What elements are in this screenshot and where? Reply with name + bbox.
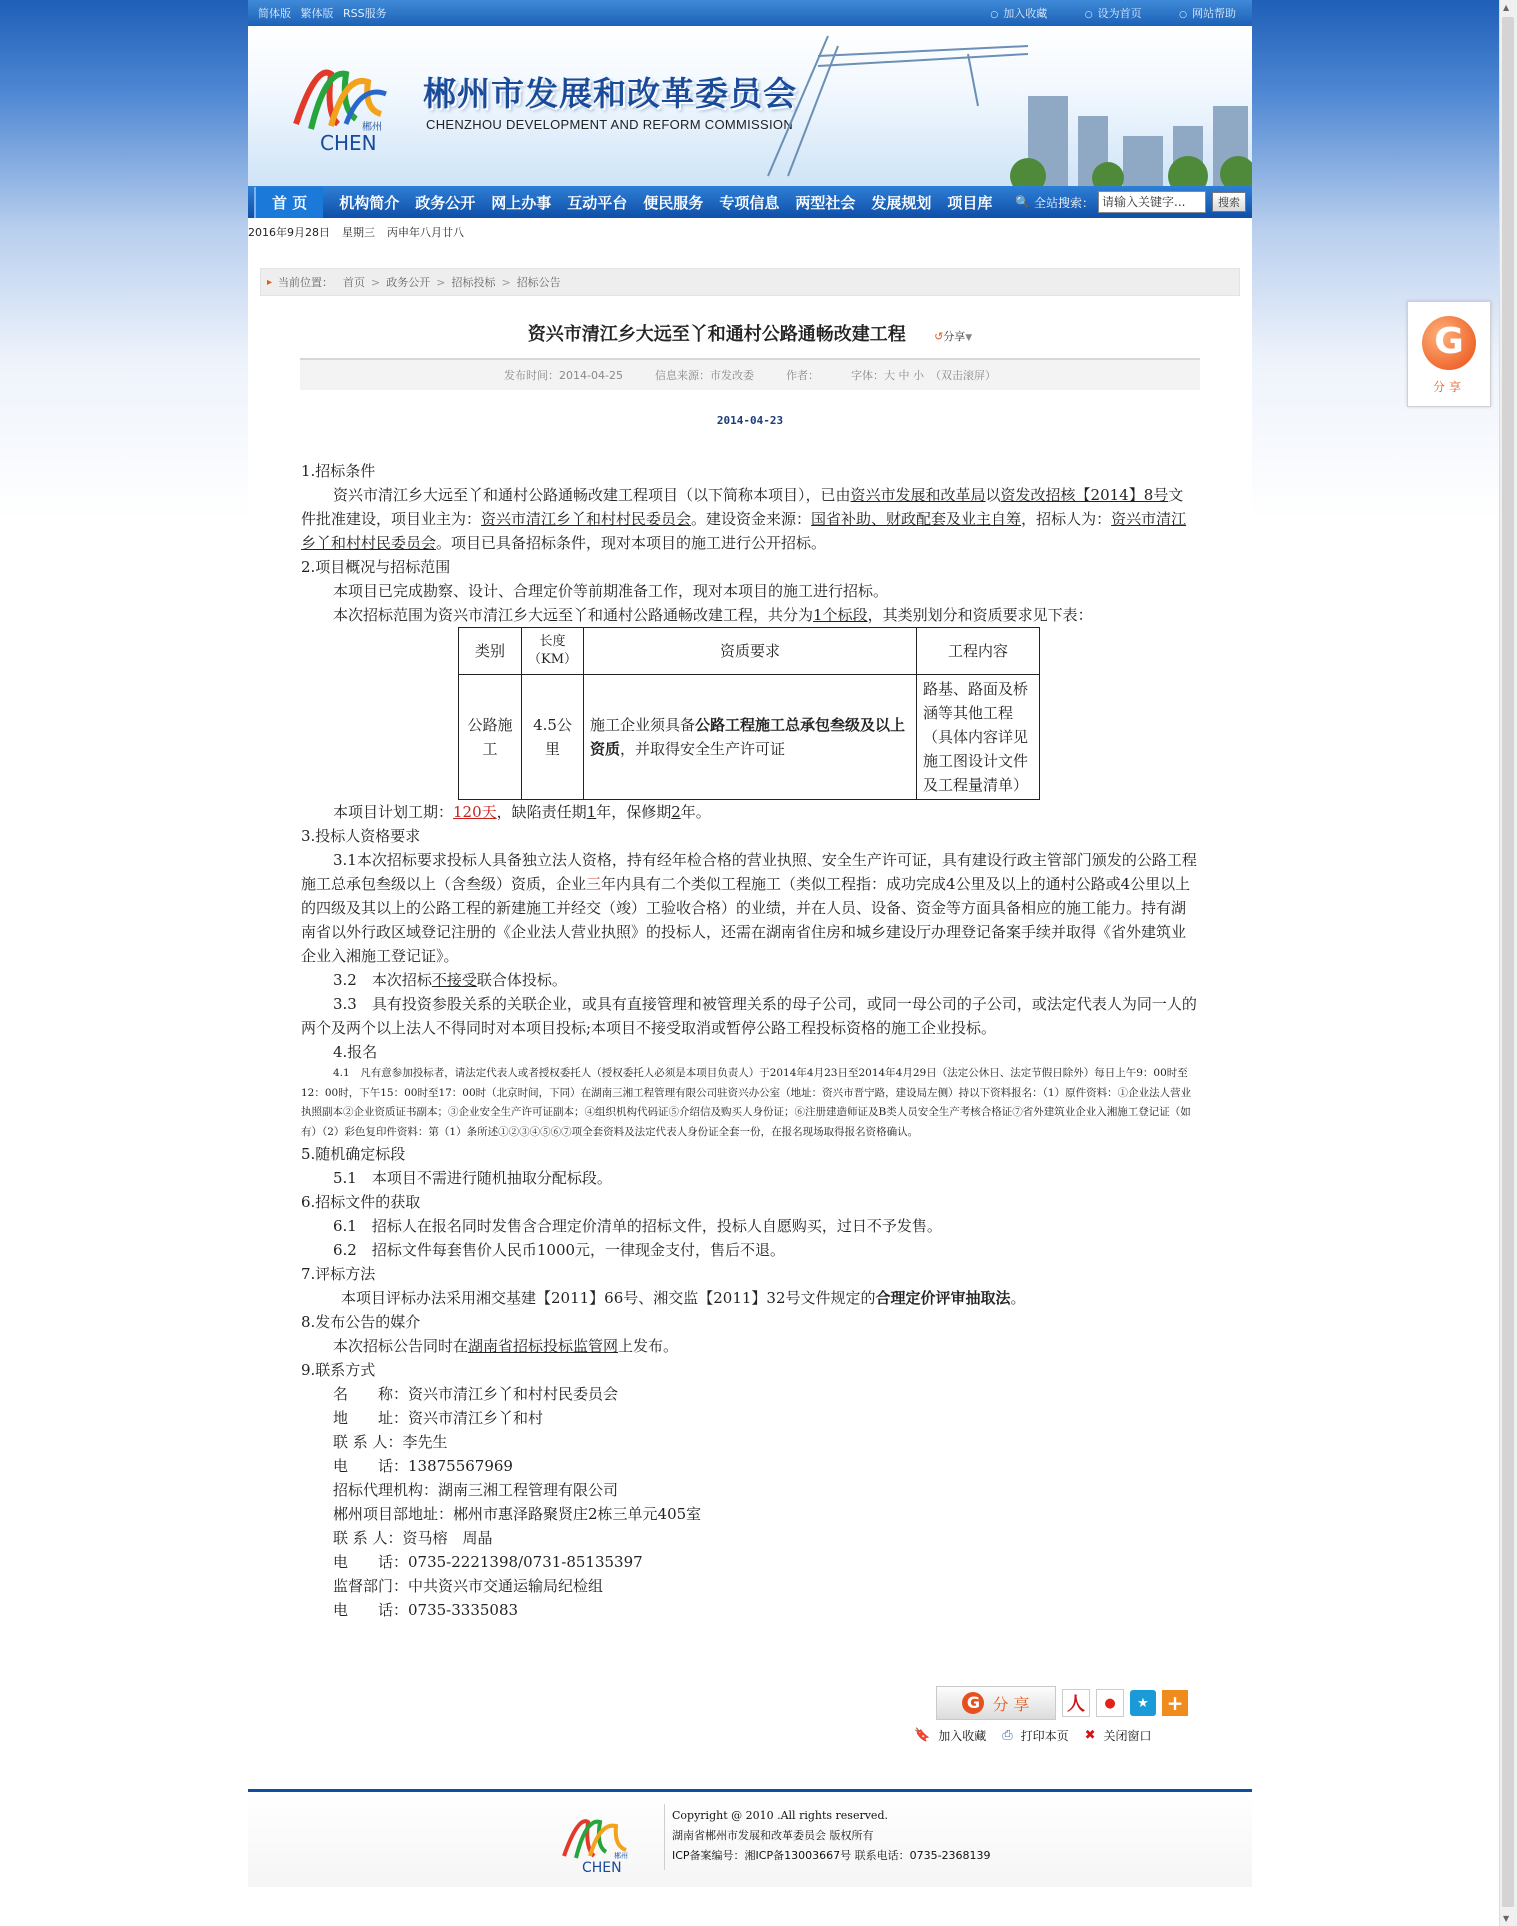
search-icon: 🔍	[1015, 195, 1030, 209]
paragraph: 4.1 凡有意参加投标者，请法定代表人或者授权委托人（授权委托人必须是本项目负责人）于2014年4月23日至2014年4月29日（法定公休日、法定节假日除外）每日上午9：00时至12：00时，下午15：00时至17：00时（北京时间，下同）在湖南三湘工程管理有限公司驻资兴办公室（地址：资兴市晋宁路，建设局左侧）持以下资料报名：（1）原件资料：①企业法人营业执照副本②企业资质证书副本；③企业安全生产许可证副本；④组织机构代码证⑤介绍信及购买人身份证；⑥注册建造师证及B类人员安全生产考核合格证⑦省外建筑业企业入湘施工登记证（如有）（2）彩色复印件资料：第（1）条所述①②③④⑤⑥⑦项全套资料及法定代表人身份证全套一份，在报名现场取得报名资格确认。	[301, 1067, 1192, 1138]
breadcrumb-home[interactable]: 首页	[343, 276, 366, 289]
article-title: 资兴市清江乡大远至丫和通村公路通畅改建工程	[527, 324, 906, 345]
add-favorite-label: 加入收藏	[938, 1729, 987, 1743]
copyright: Copyright @ 2010 .All rights reserved.	[672, 1809, 888, 1822]
table-cell: 路基、路面及桥涵等其他工程（具体内容详见施工图设计文件及工程量清单）	[917, 675, 1040, 800]
section-heading: 9.联系方式	[301, 1361, 376, 1379]
breadcrumb-separator-icon: >	[436, 275, 446, 289]
paragraph: 5.1 本项目不需进行随机抽取分配标段。	[333, 1169, 612, 1187]
section-heading: 1.招标条件	[301, 462, 376, 480]
table-cell: 公路施工	[459, 675, 522, 800]
search-button[interactable]: 搜索	[1212, 192, 1246, 212]
underlined-text: 1个标段	[813, 606, 868, 624]
paragraph	[301, 968, 1198, 992]
qualification-table	[458, 627, 1040, 800]
section-heading: 3.投标人资格要求	[301, 827, 421, 845]
current-date: 2016年9月28日	[248, 226, 330, 239]
text: 文件批准建设，项目业主为：	[301, 486, 1184, 528]
print-button[interactable]	[1002, 1727, 1068, 1744]
contact-line: 地 址：资兴市清江乡丫和村	[333, 1409, 544, 1427]
text: 本次招标范围为资兴市清江乡大远至丫和通村公路通畅改建工程，共分为	[333, 606, 814, 624]
table-header-cell: 工程内容	[917, 628, 1040, 675]
add-favorite-button[interactable]	[914, 1727, 986, 1744]
rss-link[interactable]: RSS服务	[343, 7, 387, 20]
paragraph	[301, 800, 1198, 824]
text: 资兴市清江乡大远至丫和通村公路通畅改建工程项目（以下简称本项目），已由	[333, 486, 851, 504]
header-banner	[248, 26, 1252, 186]
vertical-scrollbar[interactable]	[1499, 0, 1517, 1926]
paragraph: 3.3 具有投资参股关系的关联企业，或具有直接管理和被管理关系的母子公司，或同一母公司的子公司，或法定代表人为同一人的两个及两个以上法人不得同时对本项目投标;本项目不接受取消或暂停公路工程投标资格的施工企业投标。	[301, 995, 1197, 1037]
logo-text: CHEN	[320, 131, 377, 154]
article-body	[301, 459, 1198, 1622]
scroll-down-icon[interactable]: ▼	[1503, 1914, 1510, 1923]
footer-logo-text: CHEN	[582, 1860, 622, 1874]
more-share-icon[interactable]: +	[1162, 1690, 1188, 1716]
text: 施工企业须具备	[590, 716, 696, 734]
text: 本项目评标办法采用湘交基建【2011】66号、湘交监【2011】32号文件规定的	[341, 1289, 876, 1307]
text: 联合体投标。	[476, 971, 567, 989]
main-nav	[248, 186, 1252, 218]
footer	[248, 1789, 1252, 1887]
scroll-up-icon[interactable]: ▲	[1503, 3, 1510, 12]
breadcrumb-bidding[interactable]: 招标投标	[451, 276, 496, 289]
table-header-cell: 资质要求	[584, 628, 917, 675]
footer-logo	[558, 1808, 638, 1874]
paragraph	[301, 603, 1198, 627]
text: 年。	[680, 803, 711, 821]
underlined-text: 1	[586, 803, 597, 821]
section-heading: 5.随机确定标段	[301, 1145, 406, 1163]
share-logo-icon: G	[962, 1692, 984, 1714]
breadcrumb-gov-info[interactable]: 政务公开	[386, 276, 431, 289]
paragraph	[301, 848, 1198, 968]
nav-gov-info[interactable]: 政务公开	[415, 193, 476, 212]
logo-sub-text: 郴州	[362, 122, 382, 133]
section-heading: 4.报名	[333, 1043, 378, 1061]
underlined-text: 资发改招核【2014】8号	[1000, 486, 1169, 504]
breadcrumb-label: 当前位置：	[278, 276, 334, 289]
site-title: 郴州市发展和改革委员会	[423, 74, 797, 113]
section-heading: 2.项目概况与招标范围	[301, 558, 451, 576]
share-label: 分 享	[992, 1694, 1030, 1714]
text: 上发布。	[618, 1337, 679, 1355]
nav-special-info[interactable]: 专项信息	[719, 193, 780, 212]
underlined-text: 湖南省招标投标监管网	[468, 1337, 619, 1355]
text: ，其类别划分和资质要求见下表：	[867, 606, 1093, 624]
contact-line: 联 系 人：李先生	[333, 1433, 448, 1451]
underlined-text: 国省补助、财政配套及业主自筹	[811, 510, 1022, 528]
people-daily-icon[interactable]: 人	[1062, 1689, 1090, 1717]
page-container	[248, 0, 1252, 1874]
section-heading: 8.发布公告的媒介	[301, 1313, 421, 1331]
nav-public-service[interactable]: 便民服务	[643, 193, 704, 212]
info-source: 信息来源：市发改委	[654, 369, 754, 382]
nav-home[interactable]: 首 页	[254, 187, 323, 218]
text: 本次招标公告同时在	[333, 1337, 469, 1355]
bold-text: 合理定价评审抽取法	[875, 1289, 1011, 1307]
paragraph	[301, 1286, 1198, 1310]
chevron-down-icon: ▼	[965, 333, 973, 343]
search-label: 全站搜索：	[1033, 195, 1094, 210]
site-subtitle: CHENZHOU DEVELOPMENT AND REFORM COMMISSION	[426, 117, 794, 132]
contact-line: 监督部门：中共资兴市交通运输局纪检组	[333, 1577, 604, 1595]
page-tools	[914, 1727, 1168, 1744]
font-size-switch[interactable]: 字体：大 中 小	[850, 369, 924, 382]
close-window-button[interactable]	[1085, 1727, 1152, 1744]
underlined-text: 2	[671, 803, 681, 821]
owner: 湖南省郴州市发展和改革委员会 版权所有	[672, 1829, 874, 1842]
paragraph: 6.2 招标文件每套售价人民币1000元，一律现金支付，售后不退。	[333, 1241, 786, 1259]
scrollbar-thumb[interactable]	[1502, 17, 1514, 1907]
nav-project-library[interactable]: 项目库	[947, 193, 993, 212]
text: ，招标人为：	[1021, 510, 1112, 528]
traditional-link[interactable]: 繁体版	[300, 7, 334, 20]
footer-divider	[664, 1804, 665, 1870]
weibo-icon[interactable]: ●	[1096, 1689, 1124, 1717]
table-row	[459, 675, 1040, 800]
close-icon: ✖	[1084, 1728, 1096, 1743]
contact-line: 电 话：0735-3335083	[333, 1601, 519, 1619]
site-help-link[interactable]: ○ 网站帮助	[1179, 7, 1236, 20]
underlined-text: 资兴市清江乡丫和村村民委员会	[301, 510, 1187, 552]
text: 。项目已具备招标条件，现对本项目的施工进行公开招标。	[436, 534, 827, 552]
paragraph: 本项目已完成勘察、设计、合理定价等前期准备工作，现对本项目的施工进行招标。	[333, 582, 889, 600]
underlined-text: 资兴市发展和改革局	[850, 486, 986, 504]
highlighted-text: 三	[586, 875, 602, 893]
simplified-link[interactable]: 简体版	[258, 7, 291, 20]
date-bar	[248, 218, 1252, 246]
paragraph	[301, 1334, 1198, 1358]
breadcrumb-separator-icon: >	[501, 275, 511, 289]
highlighted-text: 120天	[453, 803, 497, 821]
icp-info: ICP备案编号：湘ICP备13003667号 联系电话：0735-2368139	[672, 1849, 991, 1862]
table-cell: 4.5公里	[522, 675, 584, 800]
close-window-label: 关闭窗口	[1103, 1729, 1152, 1743]
table-header-row	[459, 628, 1040, 675]
nav-two-type-society[interactable]: 两型社会	[795, 193, 856, 212]
table-cell	[584, 675, 917, 800]
contact-line: 电 话：0735-2221398/0731-85135397	[333, 1553, 643, 1571]
text: 3.2 本次招标	[333, 971, 432, 989]
article-meta	[300, 358, 1200, 390]
lunar-date: 丙申年八月廿八	[387, 226, 464, 239]
underlined-text: 资兴市清江乡丫和村村民委员会	[481, 510, 692, 528]
search-input[interactable]: 请输入关键字...	[1098, 191, 1206, 213]
text: 年，保修期	[596, 803, 672, 821]
article-date: 2014-04-23	[716, 414, 784, 427]
author: 作者：	[785, 369, 819, 382]
nav-development-plan[interactable]: 发展规划	[871, 193, 932, 212]
nav-interaction[interactable]: 互动平台	[567, 193, 628, 212]
breadcrumb	[260, 268, 1240, 296]
bookmark-icon: 🔖	[914, 1728, 931, 1743]
article-header	[248, 320, 1252, 346]
text: 本项目计划工期：	[333, 803, 454, 821]
text: ，并取得安全生产许可证	[620, 740, 786, 758]
breadcrumb-arrow-icon: ▸	[267, 276, 273, 288]
text: ，缺陷责任期	[496, 803, 587, 821]
contact-line: 名 称：资兴市清江乡丫和村村民委员会	[333, 1385, 619, 1403]
table-header-cell: 类别	[459, 628, 522, 675]
share-logo-icon: G	[1422, 316, 1476, 370]
contact-line: 郴州项目部地址：郴州市惠泽路聚贤庄2栋三单元405室	[333, 1505, 702, 1523]
text: 以	[985, 486, 1001, 504]
skyline-illustration	[728, 26, 1252, 186]
share-small-icon: ↺	[934, 330, 944, 343]
text: 年内具有二个类似工程施工（类似工程指：成功完成4公里及以上的通村公路或4公里以上的四级及其以上的公路工程的新建施工并经交（竣）工验收合格）的业绩，并在人员、设备、资金等方面具备相应的施工能力。持有湖南省以外行政区域登记注册的《企业法人营业执照》的投标人，还需在湖南省住房和城乡建设厅办理登记备案手续并取得《省外建筑业企业入湘施工登记证》。	[301, 875, 1191, 965]
contact-line: 联 系 人：资马榕 周晶	[333, 1529, 493, 1547]
printer-icon: ⎙	[1002, 1728, 1013, 1743]
nav-about[interactable]: 机构简介	[339, 193, 400, 212]
print-label: 打印本页	[1020, 1729, 1069, 1743]
publish-time: 发布时间：2014-04-25	[504, 369, 623, 382]
add-favorite-link[interactable]: ○ 加入收藏	[990, 7, 1047, 20]
current-weekday: 星期三	[342, 226, 375, 239]
floating-share-button[interactable]	[1407, 301, 1491, 407]
top-bar	[248, 0, 1252, 26]
section-heading: 7.评标方法	[301, 1265, 376, 1283]
qzone-icon[interactable]: ★	[1130, 1690, 1156, 1716]
share-bar	[936, 1686, 1188, 1720]
paragraph: 6.1 招标人在报名同时发售含合理定价清单的招标文件，投标人自愿购买，过日不予发售。	[333, 1217, 942, 1235]
footer-logo-sub-text: 郴州	[614, 1852, 628, 1860]
text: 。	[1010, 1289, 1026, 1307]
text: 。建设资金来源：	[691, 510, 812, 528]
site-search	[1015, 191, 1246, 213]
underlined-text: 不接受	[431, 971, 477, 989]
section-heading: 6.招标文件的获取	[301, 1193, 421, 1211]
floating-share-label: 分享	[1432, 380, 1465, 394]
breadcrumb-separator-icon: >	[371, 275, 381, 289]
contact-line: 电 话：13875567969	[333, 1457, 513, 1475]
share-dropdown-label: 分享	[943, 330, 966, 343]
contact-line: 招标代理机构：湖南三湘工程管理有限公司	[333, 1481, 619, 1499]
breadcrumb-bid-notice[interactable]: 招标公告	[516, 276, 561, 289]
paragraph	[301, 483, 1198, 555]
footer-text	[672, 1806, 991, 1866]
set-homepage-link[interactable]: ○ 设为首页	[1085, 7, 1142, 20]
double-click-scroll-hint: （双击滚屏）	[929, 369, 996, 382]
table-header-cell: 长度（KM）	[522, 628, 584, 675]
bold-text: 公路工程施工总承包叁级及以上资质	[590, 716, 906, 758]
share-dropdown[interactable]	[934, 330, 972, 343]
share-button[interactable]	[936, 1686, 1056, 1720]
site-logo[interactable]	[286, 54, 396, 154]
nav-online-service[interactable]: 网上办事	[491, 193, 552, 212]
text: 3.1本次招标要求投标人具备独立法人资格，持有经年检合格的营业执照、安全生产许可证，具有建设行政主管部门颁发的公路工程施工总承包叁级以上（含叁级）资质，企业	[301, 851, 1197, 893]
